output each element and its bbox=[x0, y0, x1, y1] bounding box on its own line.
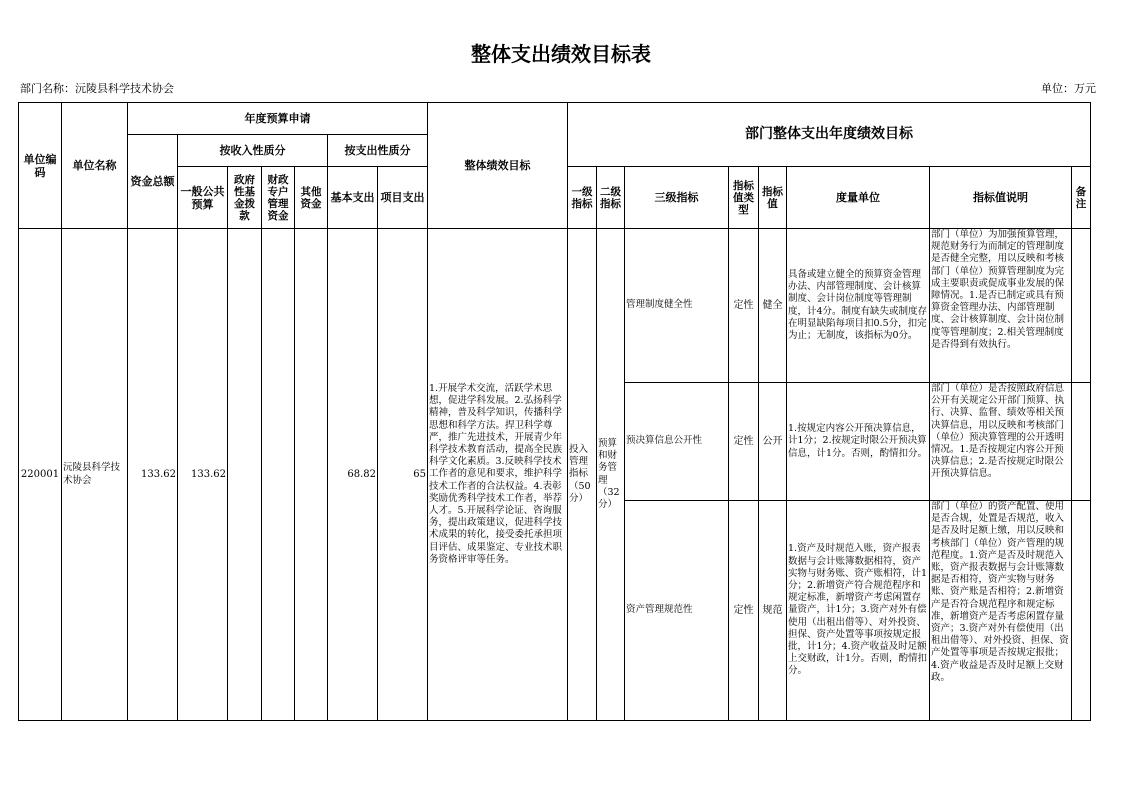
indicator-type: 定性 bbox=[729, 229, 759, 383]
project-expense: 65 bbox=[378, 229, 428, 721]
header-basic-expense: 基本支出 bbox=[328, 167, 378, 229]
header-level3: 三级指标 bbox=[625, 167, 729, 229]
indicator-measure: 具备或建立健全的预算资金管理办法、内部管理制度、会计核算制度、会计岗位制度等管理制度，计4分。制度有缺失或制度存在明显缺陷每项目扣0.5分，扣完为止；无制度，该指标为0分。 bbox=[787, 229, 930, 383]
header-level2: 二级指标 bbox=[597, 167, 625, 229]
header-by-expense: 按支出性质分 bbox=[328, 135, 428, 167]
indicator-value: 健全 bbox=[759, 229, 787, 383]
header-project-expense: 项目支出 bbox=[378, 167, 428, 229]
basic-expense: 68.82 bbox=[328, 229, 378, 721]
header-overall-target: 整体绩效目标 bbox=[428, 103, 568, 229]
unit-code: 220001 bbox=[19, 229, 62, 721]
header-level1: 一级指标 bbox=[568, 167, 597, 229]
header-total-funds: 资金总额 bbox=[128, 135, 178, 229]
indicator-remark bbox=[1072, 501, 1091, 721]
header-value-desc: 指标值说明 bbox=[930, 167, 1072, 229]
header-measure-unit: 度量单位 bbox=[787, 167, 930, 229]
unit-name: 沅陵县科学技术协会 bbox=[62, 229, 128, 721]
performance-target-table bbox=[18, 102, 1091, 721]
indicator-remark bbox=[1072, 229, 1091, 383]
indicator-value: 规范 bbox=[759, 501, 787, 721]
header-indicator-value: 指标值 bbox=[759, 167, 787, 229]
level2-indicator: 预算和财务管理（32分） bbox=[597, 229, 625, 721]
indicator-remark bbox=[1072, 383, 1091, 501]
header-dept-target: 部门整体支出年度绩效目标 bbox=[568, 103, 1091, 167]
level1-indicator: 投入管理指标（50分） bbox=[568, 229, 597, 721]
header-unit-code: 单位编码 bbox=[19, 103, 62, 229]
total-funds: 133.62 bbox=[128, 229, 178, 721]
header-indicator-type: 指标值类型 bbox=[729, 167, 759, 229]
header-annual-budget: 年度预算申请 bbox=[128, 103, 428, 135]
gov-fund bbox=[228, 229, 262, 721]
indicator-desc bbox=[930, 383, 1072, 501]
currency-unit: 单位：万元 bbox=[1041, 82, 1096, 95]
department-name: 部门名称：沅陵县科学技术协会 bbox=[20, 82, 174, 95]
indicator-measure: 1.资产及时规范入账，资产报表数据与会计账簿数据相符，资产实物与财务账、资产账相符，计1分；2.新增资产符合规范程序和规定标准，新增资产考虑闲置存量资产，计1分；3.资产对外有偿使用（出租出借等）、对外投资、担保、资产处置等事项按规定报批，计1分；4.资产收益及时足额上交财政，计1分。否则，酌情扣分。 bbox=[787, 501, 930, 721]
other-fund bbox=[295, 229, 328, 721]
page-title: 整体支出绩效目标表 bbox=[471, 42, 651, 66]
header-unit-name: 单位名称 bbox=[62, 103, 128, 229]
header-remark: 备注 bbox=[1072, 167, 1091, 229]
indicator-name: 资产管理规范性 bbox=[625, 501, 729, 721]
overall-target-text: 1.开展学术交流，活跃学术思想，促进学科发展。2.弘扬科学精神，普及科学知识，传播科学思想和科学方法。捍卫科学尊严，推广先进技术，开展青少年科学技术教育活动，提高全民族科学文化素质。3.反映科学技术工作者的意见和要求，维护科学技术工作者的合法权益。4.表彰奖励优秀科学技术工作者，举荐人才。5.开展科学论证、咨询服务，提出政策建议，促进科学技术成果的转化，接受委托承担项目评估、成果鉴定、专业技术职务资格评审等任务。 bbox=[428, 229, 568, 721]
header-gov-fund: 政府性基金拨款 bbox=[228, 167, 262, 229]
indicator-name: 预决算信息公开性 bbox=[625, 383, 729, 501]
indicator-desc-text: 部门（单位）为加强预算管理，规范财务行为而制定的管理制度是否健全完整，用以反映和考核部门（单位）预算管理制度为完成主要职责或促成事业发展的保障情况。1.是否已制定或具有预算资金管理办法、内部管理制度、会计核算制度、会计岗位制度等管理制度；2.相关管理制度是否得到有效执行。 bbox=[931, 229, 1065, 350]
indicator-desc-text: 部门（单位）的资产配置、使用是否合规，处置是否规范，收入是否及时足额上缴，用以反映和考核部门（单位）资产管理的规范程度。1.资产是否及时规范入账，资产报表数据与会计账簿数据是否相符，资产实物与财务账、资产账是否相符；2.新增资产是否符合规范程序和规定标准，新增资产是否考虑闲置存量资产；3.资产对外有偿使用（出租出借等）、对外投资、担保、资产处置等事项是否按规定报批；4.资产收益是否及时足额上交财政。 bbox=[931, 501, 1069, 683]
special-fund bbox=[262, 229, 295, 721]
indicator-desc bbox=[930, 229, 1072, 383]
header-by-income: 按收入性质分 bbox=[178, 135, 328, 167]
indicator-desc bbox=[930, 501, 1072, 721]
indicator-desc-text: 部门（单位）是否按照政府信息公开有关规定公开部门预算、执行、决算、监督、绩效等相关预决算信息，用以反映和考核部门（单位）预决算管理的公开透明情况。1.是否按规定内容公开预决算信息；2.是否按规定时限公开预决算信息。 bbox=[931, 383, 1065, 480]
header-special-fund: 财政专户管理资金 bbox=[262, 167, 295, 229]
indicator-value: 公开 bbox=[759, 383, 787, 501]
indicator-type: 定性 bbox=[729, 383, 759, 501]
header-other-fund: 其他资金 bbox=[295, 167, 328, 229]
indicator-measure: 1.按规定内容公开预决算信息，计1分；2.按规定时限公开预决算信息，计1分。否则，酌情扣分。 bbox=[787, 383, 930, 501]
indicator-type: 定性 bbox=[729, 501, 759, 721]
header-general-budget: 一般公共预算 bbox=[178, 167, 228, 229]
general-budget: 133.62 bbox=[178, 229, 228, 721]
indicator-name: 管理制度健全性 bbox=[625, 229, 729, 383]
